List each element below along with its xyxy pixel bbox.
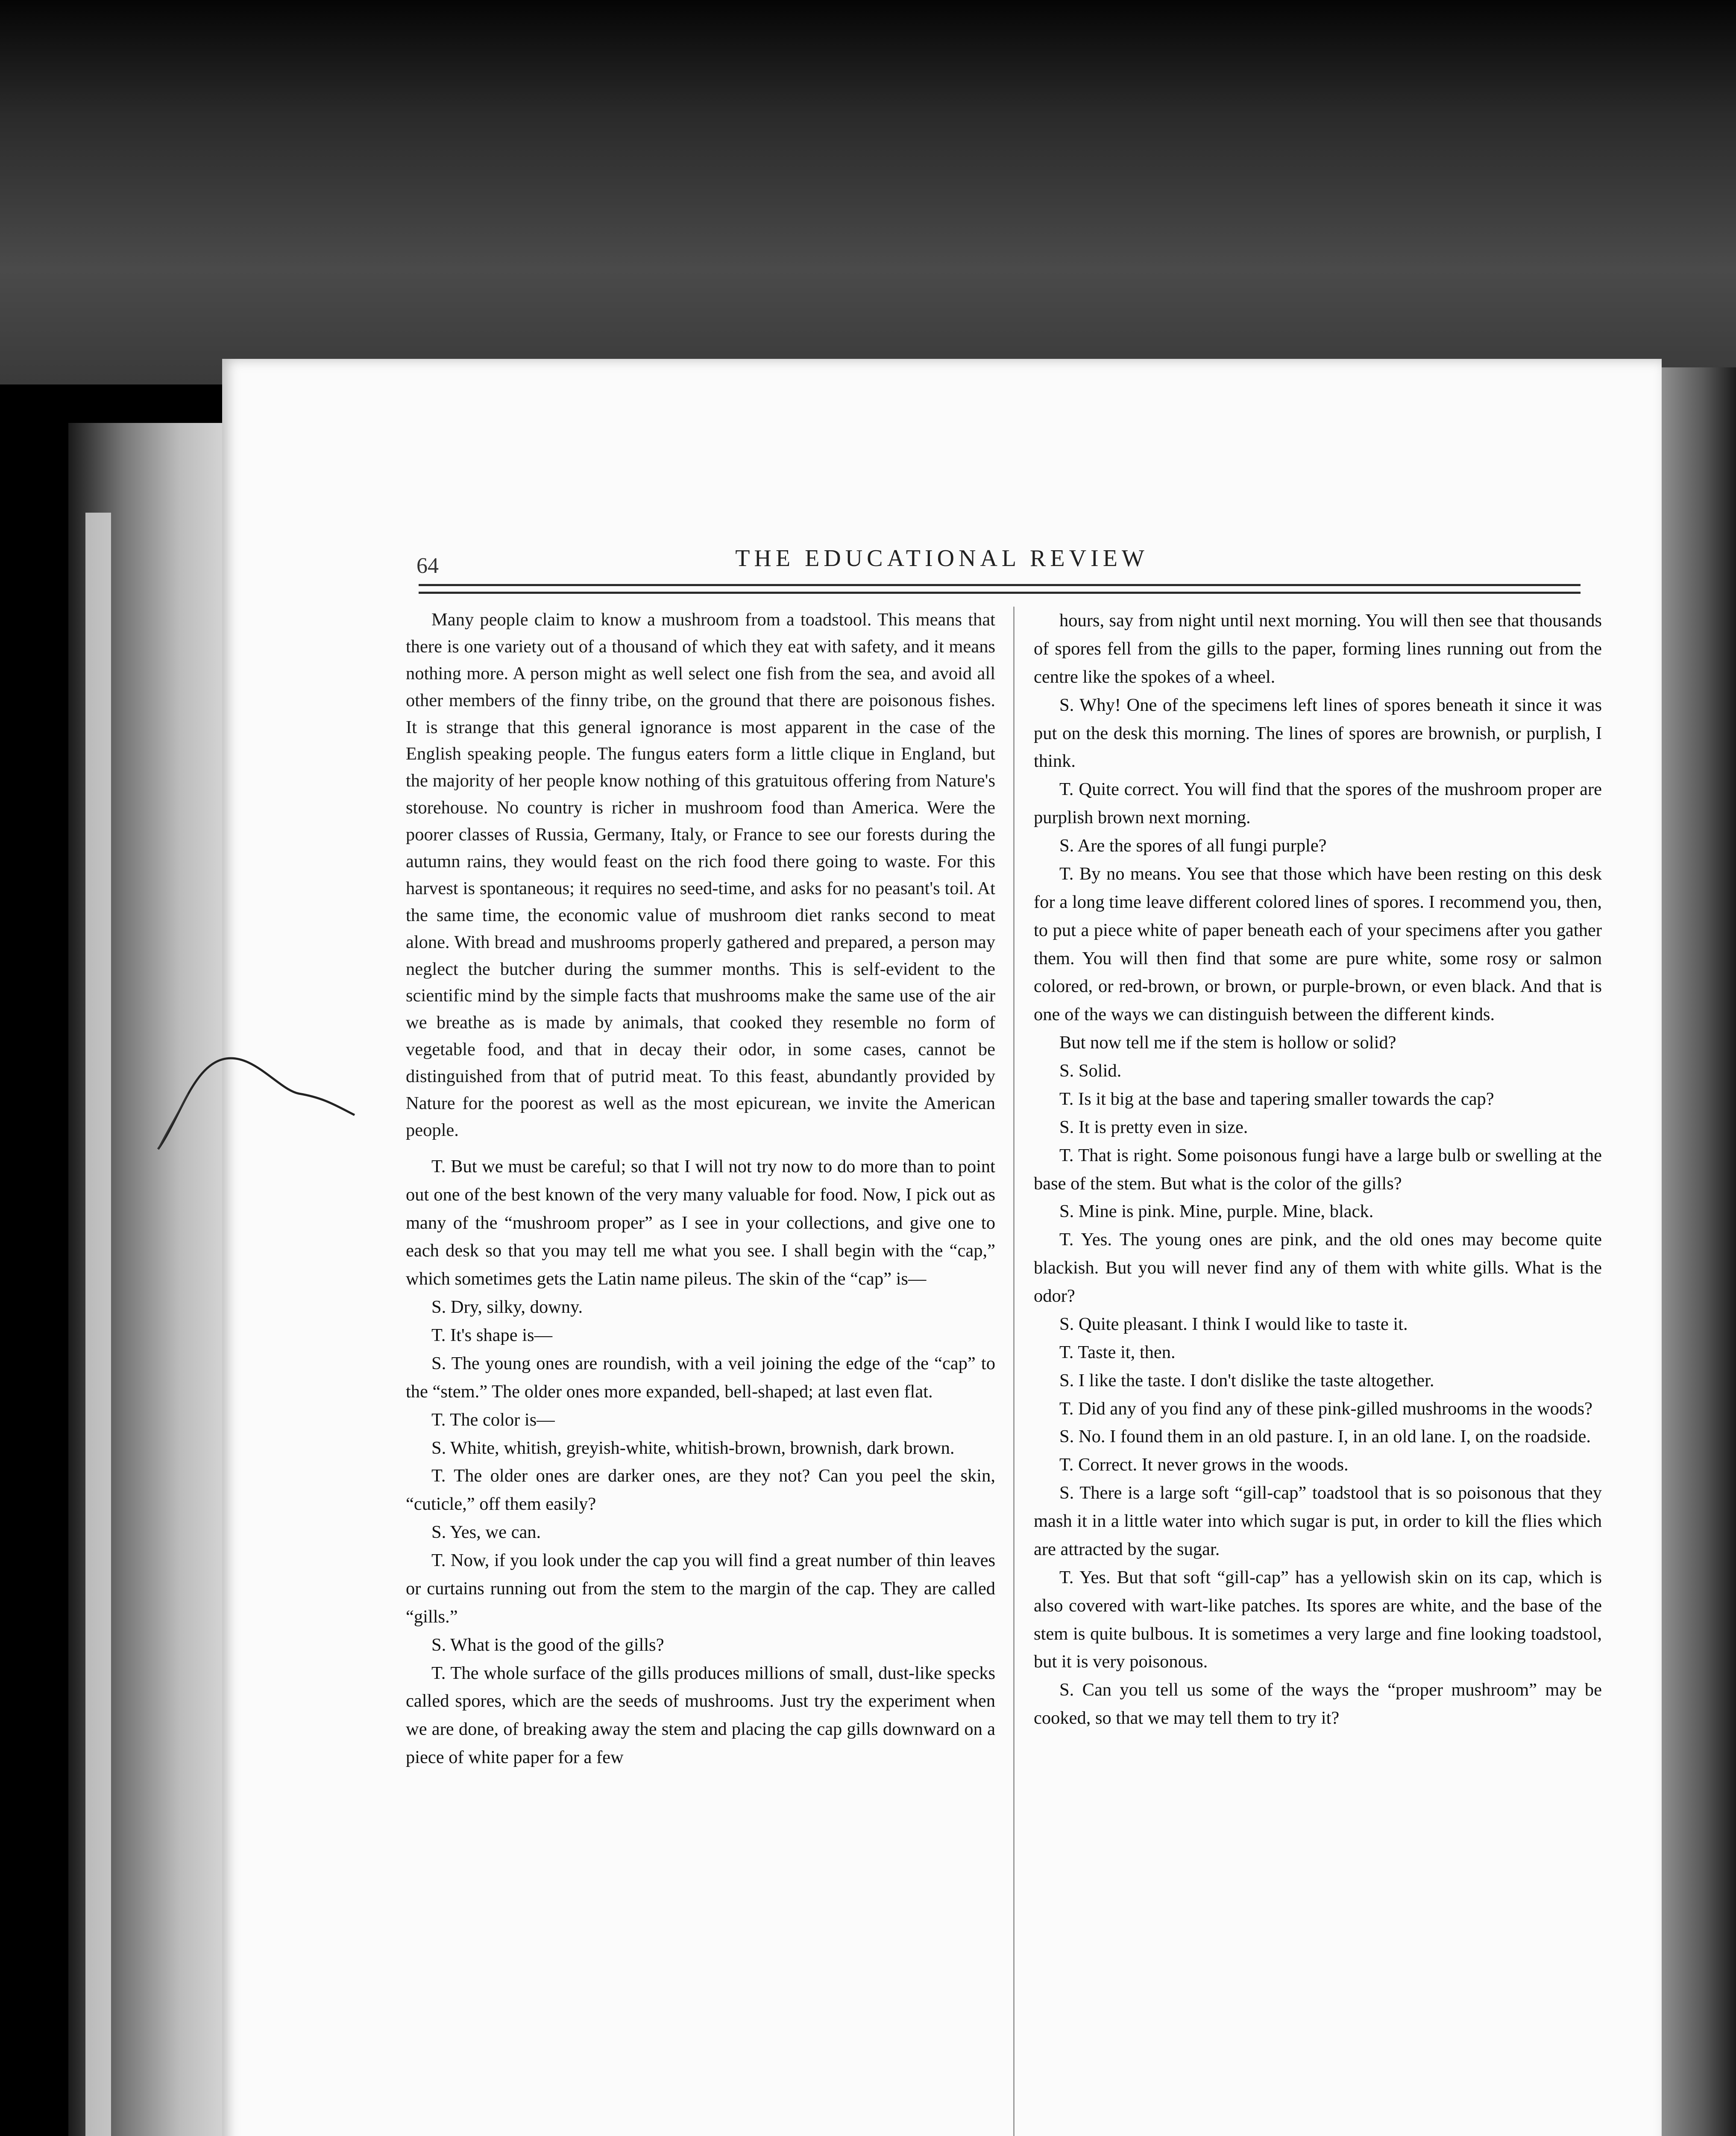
paragraph: T. Yes. The young ones are pink, and the old ones may become quite blackish. But you will never find any of them with white gills. What is the odor? [1034,1229,1602,1306]
paragraph: S. There is a large soft “gill-cap” toadstool that is so poisonous that they mash it in a little water into which sugar is put, in order to kill the flies which are attracted by the sugar. [1034,1483,1602,1559]
paragraph: T. Is it big at the base and tapering smaller towards the cap? [1059,1089,1494,1109]
scanner-background-top [0,0,1736,384]
paragraph: S. What is the good of the gills? [431,1634,664,1655]
page-number: 64 [416,554,439,578]
paragraph: S. Why! One of the specimens left lines of spores beneath it since it was put on the desk this morning. The lines of spores are brownish, or purplish, I think. [1034,695,1602,772]
paragraph: S. Mine is pink. Mine, purple. Mine, black. [1059,1201,1374,1222]
paragraph: T. The whole surface of the gills produces millions of small, dust-like specks called spores, which are the seeds of mushrooms. Just try the experiment when we are done, of breaking away the stem and placing the cap gills downward on a piece of white paper for a few [406,1663,995,1768]
paragraph: T. Now, if you look under the cap you will find a great number of thin leaves or curtains running out from the stem to the margin of the cap. They are called “gills.” [406,1550,995,1627]
paragraph: T. It's shape is— [431,1325,553,1346]
pencil-scribble-mark [154,1042,393,1153]
paragraph: S. Can you tell us some of the ways the “proper mushroom” may be cooked, so that we may tell them to try it? [1034,1680,1602,1728]
paragraph: S. No. I found them in an old pasture. I, in an old lane. I, on the roadside. [1059,1426,1591,1447]
book-page [222,359,1662,2136]
paragraph: S. White, whitish, greyish-white, whitish-brown, brownish, dark brown. [431,1438,955,1458]
paragraph: S. Are the spores of all fungi purple? [1059,836,1327,856]
paragraph: T. That is right. Some poisonous fungi have a large bulb or swelling at the base of the stem. But what is the color of the gills? [1034,1145,1602,1194]
paragraph: S. The young ones are roundish, with a veil joining the edge of the “cap” to the “stem.” The older ones more expanded, bell-shaped; at last even flat. [406,1353,995,1402]
paragraph: T. Did any of you find any of these pink-gilled mushrooms in the woods? [1059,1398,1593,1419]
paragraph: T. By no means. You see that those which have been resting on this desk for a long time leave different colored lines of spores. I recommend you, then, to put a piece white of paper beneath each of your specimens after you gather them. You will then find that some are pure white, some rosy or salmon colored, or red-brown, or brown, or purple-brown, or even black. And that is one of the ways we can distinguish between the different kinds. [1034,863,1602,1025]
right-column [1034,607,1602,1732]
paragraph: T. Quite correct. You will find that the spores of the mushroom proper are purplish brown next morning. [1034,779,1602,828]
paragraph: T. The older ones are darker ones, are they not? Can you peel the skin, “cuticle,” off them easily? [406,1466,995,1514]
paragraph: S. Dry, silky, downy. [431,1297,583,1317]
paragraph: S. Solid. [1059,1061,1122,1081]
header-rule-double [419,592,1581,594]
header-rule [419,584,1581,586]
paragraph: S. I like the taste. I don't dislike the taste altogether. [1059,1370,1434,1391]
paragraph: T. Taste it, then. [1059,1342,1176,1362]
paragraph: S. It is pretty even in size. [1059,1117,1248,1137]
paragraph: T. The color is— [431,1409,555,1430]
paragraph: S. Quite pleasant. I think I would like to taste it. [1059,1314,1408,1334]
paragraph: But now tell me if the stem is hollow or solid? [1059,1033,1396,1053]
book-page-edge-strip [85,513,111,2136]
paragraph: T. Correct. It never grows in the woods. [1059,1455,1349,1475]
paragraph: T. But we must be careful; so that I will not try now to do more than to point out one of the best known of the very many valuable for food. Now, I pick out as many of the “mushroom proper” as I see in your collections, and give one to each desk so that you may tell me what you see. I shall begin with the “cap,” which sometimes gets the Latin name pileus. The skin of the “cap” is— [406,1156,995,1289]
paragraph: S. Yes, we can. [431,1522,541,1543]
paragraph: hours, say from night until next morning. You will then see that thousands of spores fell from the gills to the paper, forming lines running out from the centre like the spokes of a wheel. [1034,610,1602,687]
running-title: THE EDUCATIONAL REVIEW [735,545,1149,572]
column-divider [1013,607,1015,2136]
paragraph: Many people claim to know a mushroom from a toadstool. This means that there is one variety out of a thousand of which they eat with safety, and it means nothing more. A person might as well select one fish from the sea, and avoid all other members of the finny tribe, on the ground that there are poisonous fishes. It is strange that this general ignorance is most apparent in the case of the English speaking people. The fungus eaters form a little clique in England, but the majority of her people know nothing of this gratuitous offering from Nature's storehouse. No country is richer in mushroom food than America. Were the poorer classes of Russia, Germany, Italy, or France to see our forests during the autumn rains, they would feast on the rich food there going to waste. For this harvest is spontaneous; it requires no seed-time, and asks for no peasant's toil. At the same time, the economic value of mushroom diet ranks second to meat alone. With bread and mushrooms properly gathered and prepared, a person may neglect the butcher during the summer months. This is self-evident to the scientific mind by the simple facts that mushrooms make the same use of the air we breathe as is made by animals, that cooked they resemble no form of vegetable food, and that in decay their odor, in some cases, cannot be distinguished from that of putrid meat. To this feast, abundantly provided by Nature for the poorest as well as the most epicurean, we invite the American people. [406,610,995,1140]
paragraph: T. Yes. But that soft “gill-cap” has a yellowish skin on its cap, which is also covered with wart-like patches. Its spores are white, and the base of the stem is quite bulbous. It is sometimes a very large and fine looking toadstool, but it is very poisonous. [1034,1567,1602,1672]
book-page-edges-right [1653,367,1736,2136]
left-column [406,607,995,1772]
